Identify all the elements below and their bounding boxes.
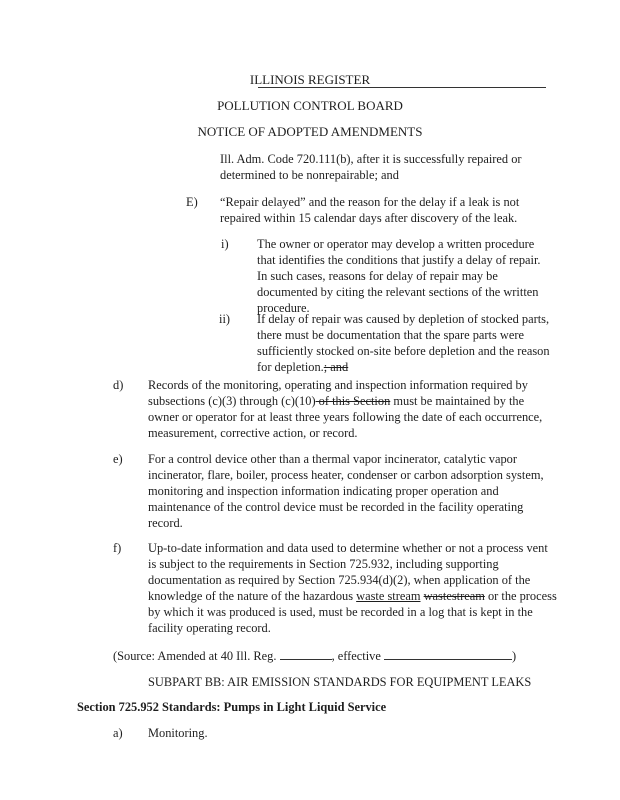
- item-text: incinerator, flare, boiler, process heater, condenser or carbon adsorption system,: [148, 468, 544, 482]
- continuation-line: Ill. Adm. Code 720.111(b), after it is successfully repaired or: [220, 152, 522, 166]
- subitem-text: In such cases, reasons for delay of repair may be: [257, 269, 498, 283]
- item-text: For a control device other than a thermal vapor incinerator, catalytic vapor: [148, 452, 518, 466]
- board-title: POLLUTION CONTROL BOARD: [217, 98, 403, 113]
- subpart-heading: SUBPART BB: AIR EMISSION STANDARDS FOR EQUIPMENT LEAKS: [148, 675, 532, 689]
- item-text: maintenance of the control device must be recorded in the facility operating: [148, 500, 524, 514]
- item-text-plain: subsections (c)(3) through (c)(10): [148, 394, 316, 408]
- item-text: measurement, corrective action, or record.: [148, 426, 358, 440]
- item-label: E): [186, 195, 198, 209]
- source-prefix: (Source: Amended at 40 Ill. Reg.: [113, 649, 277, 663]
- subitem-label: i): [221, 237, 229, 251]
- subitem-text: sufficiently stocked on-site before depletion and the reason: [257, 344, 550, 358]
- item-text: “Repair delayed” and the reason for the delay if a leak is not: [220, 195, 520, 209]
- header-rule: [258, 87, 546, 88]
- source-middle: , effective: [331, 649, 381, 663]
- subitem-text: that identifies the conditions that justify a delay of repair.: [257, 253, 541, 267]
- subitem-text: The owner or operator may develop a written procedure: [257, 237, 535, 251]
- deleted-text: ; and: [323, 360, 349, 374]
- item-text: Records of the monitoring, operating and inspection information required by: [148, 378, 528, 392]
- item-text: by which it was produced is used, must be recorded in a log that is kept in the: [148, 605, 533, 619]
- item-text: facility operating record.: [148, 621, 271, 635]
- item-text: Monitoring.: [148, 726, 208, 740]
- item-label: e): [113, 452, 123, 466]
- item-text-plain: or the process: [484, 589, 557, 603]
- item-text: documentation as required by Section 725.934(d)(2), when application of the: [148, 573, 531, 587]
- subitem-text-plain: for depletion.: [257, 360, 324, 374]
- inserted-text: waste stream: [356, 589, 421, 603]
- source-note: [113, 648, 516, 664]
- effective-date-blank: [384, 649, 512, 660]
- item-label: d): [113, 378, 124, 392]
- deleted-text: wastestream: [423, 589, 485, 603]
- subitem-text: If delay of repair was caused by depletion of stocked parts,: [257, 312, 550, 326]
- item-text-plain: must be maintained by the: [390, 394, 525, 408]
- register-title: ILLINOIS REGISTER: [249, 72, 371, 87]
- item-label: a): [113, 726, 123, 740]
- notice-title: NOTICE OF ADOPTED AMENDMENTS: [197, 124, 423, 139]
- deleted-text: of this Section: [315, 394, 391, 408]
- register-page-blank: [280, 649, 332, 660]
- subitem-text: procedure.: [257, 301, 310, 315]
- continuation-line: determined to be nonrepairable; and: [220, 168, 399, 182]
- item-text: Up-to-date information and data used to determine whether or not a process vent: [148, 541, 548, 555]
- subitem-label: ii): [219, 312, 231, 326]
- item-text: monitoring and inspection information indicating proper operation and: [148, 484, 499, 498]
- item-text: [148, 588, 557, 604]
- subitem-text: there must be documentation that the spare parts were: [257, 328, 524, 342]
- item-text-plain: knowledge of the nature of the hazardous: [148, 589, 357, 603]
- item-label: f): [113, 541, 122, 555]
- subitem-text: [257, 359, 348, 375]
- subitem-text: documented by citing the relevant sections of the written: [257, 285, 539, 299]
- source-suffix: ): [511, 649, 517, 663]
- item-text: [148, 393, 524, 409]
- item-text: owner or operator for at least three years following the date of each occurrence,: [148, 410, 543, 424]
- item-text: is subject to the requirements in Section 725.932, including supporting: [148, 557, 499, 571]
- item-text: record.: [148, 516, 183, 530]
- item-text: repaired within 15 calendar days after discovery of the leak.: [220, 211, 518, 225]
- section-heading: Section 725.952 Standards: Pumps in Light Liquid Service: [77, 700, 387, 714]
